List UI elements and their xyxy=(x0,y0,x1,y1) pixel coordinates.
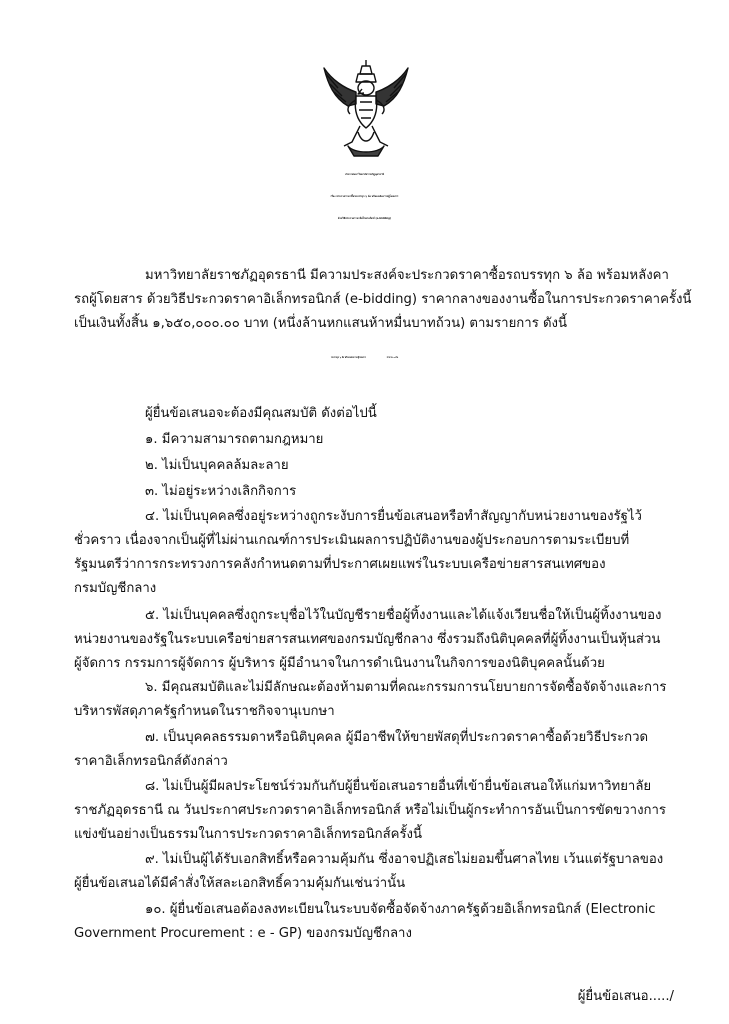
qualification-4-line-1: ๔. ไม่เป็นบุคคลซึ่งอยู่ระหว่างถูกระงับการยื่นข้อเสนอหรือทำสัญญากับหน่วยงานของรัฐไว้ xyxy=(145,509,642,524)
qualification-6-line-1: ๖. มีคุณสมบัติและไม่มีลักษณะต้องห้ามตามที่คณะกรรมการนโยบายการจัดซื้อจัดจ้างและการ xyxy=(145,680,667,695)
intro-line-2: รถผู้โดยสาร ด้วยวิธีประกวดราคาอิเล็กทรอนิกส์ (e-bidding) ราคากลางของงานซื้อในการประกวดราคาครั้งนี้ xyxy=(74,292,692,307)
item-heading xyxy=(0,356,729,359)
qualification-4-line-2: ชั่วคราว เนื่องจากเป็นผู้ที่ไม่ผ่านเกณฑ์การประเมินผลการปฏิบัติงานของผู้ประกอบการตามระเบียบที่ xyxy=(74,533,630,548)
qualification-1: ๑. มีความสามารถตามกฎหมาย xyxy=(145,432,324,447)
qualification-8-line-2: ราชภัฏอุดรธานี ณ วันประกาศประกวดราคาอิเล็กทรอนิกส์ หรือไม่เป็นผู้กระทำการอันเป็นการขัดขวางการ xyxy=(74,803,666,818)
qualification-10-line-1: ๑๐. ผู้ยื่นข้อเสนอต้องลงทะเบียนในระบบจัดซื้อจัดจ้างภาครัฐด้วยอิเล็กทรอนิกส์ (Electronic xyxy=(145,902,656,917)
garuda-emblem-icon xyxy=(318,58,414,158)
qualification-2: ๒. ไม่เป็นบุคคลล้มละลาย xyxy=(145,458,289,473)
item-quantity: จำนวน ๑ คัน xyxy=(386,357,399,359)
qualification-7-line-1: ๗. เป็นบุคคลธรรมดาหรือนิติบุคคล ผู้มีอาชีพให้ขายพัสดุที่ประกวดราคาซื้อด้วยวิธีประกวด xyxy=(145,730,649,745)
qualification-6-line-2: บริหารพัสดุภาครัฐกำหนดในราชกิจจานุเบกษา xyxy=(74,704,335,719)
qualification-8-line-3: แข่งขันอย่างเป็นธรรมในการประกวดราคาอิเล็กทรอนิกส์ครั้งนี้ xyxy=(74,827,423,842)
announcement-title xyxy=(0,164,729,230)
qualification-4-line-3: รัฐมนตรีว่าการกระทรวงการคลังกำหนดตามที่ประกาศเผยแพร่ในระบบเครือข่ายสารสนเทศของ xyxy=(74,557,606,572)
qualification-8-line-1: ๘. ไม่เป็นผู้มีผลประโยชน์ร่วมกันกับผู้ยื่นข้อเสนอรายอื่นที่เข้ายื่นข้อเสนอให้แก่มหาวิทยาลัย xyxy=(145,779,652,794)
qualification-5-line-1: ๕. ไม่เป็นบุคคลซึ่งถูกระบุชื่อไว้ในบัญชีรายชื่อผู้ทิ้งงานและได้แจ้งเวียนชื่อให้เป็นผู้ทิ้งงานของ xyxy=(145,608,662,623)
qualification-4-line-4: กรมบัญชีกลาง xyxy=(74,581,157,596)
qualification-9-line-1: ๙. ไม่เป็นผู้ได้รับเอกสิทธิ์หรือความคุ้มกัน ซึ่งอาจปฏิเสธไม่ยอมขึ้นศาลไทย เว้นแต่รัฐบาลของ xyxy=(145,852,664,867)
qualifications-heading: ผู้ยื่นข้อเสนอจะต้องมีคุณสมบัติ ดังต่อไปนี้ xyxy=(145,406,377,421)
title-line-subject: เรื่อง ประกวดราคาซื้อรถบรรทุก ๖ ล้อ พร้อมหลังคารถผู้โดยสาร xyxy=(330,195,399,198)
qualification-10-line-2: Government Procurement : e - GP) ของกรมบัญชีกลาง xyxy=(74,926,412,941)
title-line-university: ประกาศมหาวิทยาลัยราชภัฏอุดรธานี xyxy=(344,173,385,176)
item-name: รถบรรทุก ๖ ล้อ พร้อมหลังคารถผู้โดยสาร xyxy=(330,357,366,359)
intro-line-1: มหาวิทยาลัยราชภัฏอุดรธานี มีความประสงค์จะประกวดราคาซื้อรถบรรทุก ๖ ล้อ พร้อมหลังคา xyxy=(145,268,669,283)
qualification-5-line-3: ผู้จัดการ กรรมการผู้จัดการ ผู้บริหาร ผู้มีอำนาจในการดำเนินงานในกิจการของนิติบุคคลนั้นด้วย xyxy=(74,656,605,671)
intro-line-3: เป็นเงินทั้งสิ้น ๑,๖๕๐,๐๐๐.๐๐ บาท (หนึ่งล้านหกแสนห้าหมื่นบาทถ้วน) ตามรายการ ดังนี้ xyxy=(74,316,567,331)
qualification-3: ๓. ไม่อยู่ระหว่างเลิกกิจการ xyxy=(145,484,297,499)
title-line-method: ด้วยวิธีประกวดราคาอิเล็กทรอนิกส์ (e-bidding) xyxy=(337,217,392,220)
continued-marker: ผู้ยื่นข้อเสนอ...../ xyxy=(577,989,674,1004)
qualification-7-line-2: ราคาอิเล็กทรอนิกส์ดังกล่าว xyxy=(74,754,228,769)
qualification-5-line-2: หน่วยงานของรัฐในระบบเครือข่ายสารสนเทศของกรมบัญชีกลาง ซึ่งรวมถึงนิติบุคคลที่ผู้ทิ้งงานเป็นหุ้นส่วน xyxy=(74,632,661,647)
qualification-9-line-2: ผู้ยื่นข้อเสนอได้มีคำสั่งให้สละเอกสิทธิ์ความคุ้มกันเช่นว่านั้น xyxy=(74,876,406,891)
